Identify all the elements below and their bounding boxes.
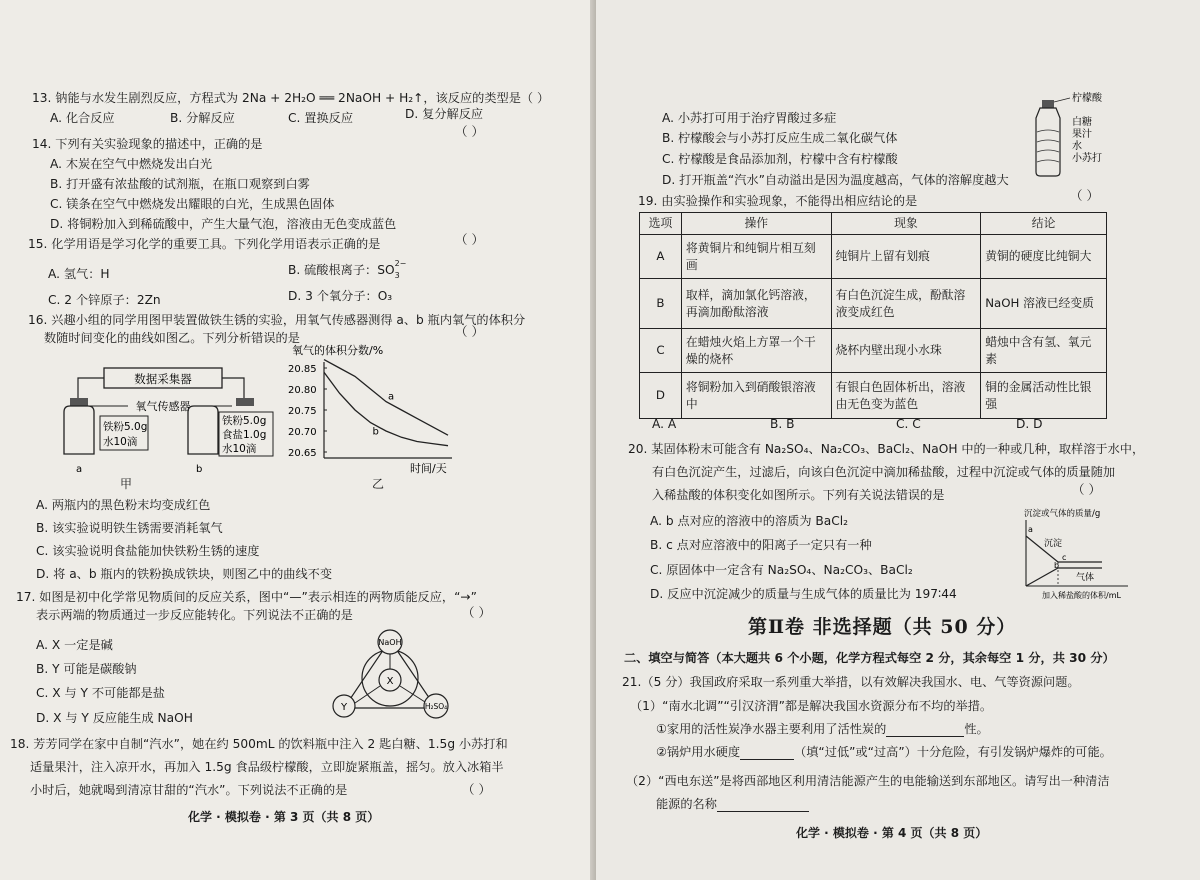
chart-y-ticks [288, 364, 327, 459]
node-y-label: Y [340, 702, 348, 713]
table-header: 结论 [981, 213, 1107, 235]
q20-line3: 入稀盐酸的体积变化如图所示。下列有关说法错误的是 [652, 488, 945, 502]
table-header-row [640, 213, 1107, 235]
q17-option-d: D. X 与 Y 反应能生成 NaOH [36, 711, 193, 725]
q17-option-c: C. X 与 Y 不可能都是盐 [36, 686, 165, 700]
q20-chart-xlabel: 加入稀盐酸的体积/mL [1042, 591, 1121, 600]
q17-answer-paren: （ ） [462, 605, 491, 620]
table-cell-conclusion: 蜡烛中含有氢、氧元素 [981, 329, 1107, 373]
chart-series [324, 360, 448, 446]
table-header: 操作 [681, 213, 831, 235]
fig-jia-caption: 甲 [120, 477, 133, 491]
q21-part2-line1: （2）“西电东送”是将西部地区利用清洁能源产生的电能输送到东部地区。请写出一种清洁 [626, 774, 1110, 788]
q19-answer-paren: （ ） [1070, 188, 1099, 203]
q13-option-d: D. 复分解反应 [405, 107, 484, 121]
chart-y-tick-label: 20.70 [288, 427, 317, 438]
chart-xlabel: 时间/天 [410, 462, 447, 475]
chart-series-label: a [388, 391, 395, 403]
bottle-label-soda: 小苏打 [1072, 153, 1102, 164]
q20-label-precip: 沉淀 [1044, 539, 1063, 549]
bottle-a-cap [70, 398, 88, 406]
table-cell-phenomenon: 有白色沉淀生成，酚酞溶液变成红色 [831, 279, 981, 329]
chart-ylabel: 氧气的体积分数/% [292, 344, 384, 357]
table-cell-conclusion: NaOH 溶液已经变质 [981, 279, 1107, 329]
table-cell-operation: 在蜡烛火焰上方罩一个干燥的烧杯 [681, 329, 831, 373]
q13-stem: 13. 钠能与水发生剧烈反应，方程式为 2Na + 2H₂O ══ 2NaOH + H₂↑，该反应的类型是（ ） [32, 91, 550, 105]
q18-option-c: C. 柠檬酸是食品添加剂，柠檬中含有柠檬酸 [662, 152, 898, 166]
collector-label: 数据采集器 [134, 372, 192, 386]
q20-point-a: a [1028, 525, 1033, 534]
bottle-b-label: b [196, 464, 203, 475]
q19-stem: 19. 由实验操作和实验现象，不能得出相应结论的是 [638, 194, 918, 208]
bottle-body [1036, 108, 1060, 176]
q20-option-b: B. c 点对应溶液中的阳离子一定只有一种 [650, 538, 872, 552]
wire-right [222, 378, 244, 400]
chart-y-tick-label: 20.85 [288, 364, 317, 375]
q21-part2-line2: 能源的名称 [656, 796, 809, 812]
q18-bottle-figure [1026, 92, 1118, 180]
q20-line1: 20. 某固体粉末可能含有 Na₂SO₄、Na₂CO₃、BaCl₂、NaOH 中的一种或几种，取样溶于水中， [628, 442, 1145, 456]
q18-option-d: D. 打开瓶盖“汽水”自动溢出是因为温度越高，气体的溶解度越大 [662, 173, 1009, 187]
node-h2so4-label: H₂SO₄ [424, 702, 448, 711]
chart-series-label: b [372, 426, 379, 438]
bottle-b-line2: 食盐1.0g [222, 429, 267, 441]
q17-stem-line2: 表示两端的物质通过一步反应能转化。下列说法不正确的是 [36, 608, 353, 622]
q20-chart [1016, 506, 1144, 604]
q17-stem-line1: 17. 如图是初中化学常见物质间的反应关系，图中“—”表示相连的两物质能反应，“→” [16, 590, 477, 604]
q16-option-a: A. 两瓶内的黑色粉末均变成红色 [36, 498, 211, 512]
table-cell-operation: 将铜粉加入到硝酸银溶液中 [681, 373, 831, 419]
chart-series-line-b [324, 372, 448, 446]
q14-answer-paren: （ ） [455, 124, 484, 139]
q15-b-subscript: 3 [394, 271, 400, 280]
bottle-label-sugar: 白糖 [1072, 117, 1092, 128]
chart-y-tick-label: 20.80 [288, 385, 317, 396]
q13-option-c: C. 置换反应 [288, 111, 354, 125]
leader-lemon [1054, 98, 1070, 102]
q21-heading: 21.（5 分）我国政府采取一系列重大举措，以有效解决我国水、电、气等资源问题。 [622, 675, 1080, 689]
table-cell-conclusion: 黄铜的硬度比纯铜大 [981, 235, 1107, 279]
bottle-b-cap [236, 398, 254, 406]
q14-option-a: A. 木炭在空气中燃烧发出白光 [50, 157, 213, 171]
q21-part1: （1）“南水北调”“引汉济渭”都是解决我国水资源分布不均的举措。 [630, 699, 993, 713]
q14-option-c: C. 镁条在空气中燃烧发出耀眼的白光，生成黑色固体 [50, 197, 335, 211]
answer-blank[interactable] [717, 811, 809, 812]
q14-option-d: D. 将铜粉加入到稀硫酸中，产生大量气泡，溶液由无色变成蓝色 [50, 217, 397, 231]
q15-b-superscript: 2− [394, 259, 407, 268]
node-x-label: X [386, 676, 394, 687]
q13-option-a: A. 化合反应 [50, 111, 115, 125]
table-header: 现象 [831, 213, 981, 235]
edge-x-h2so4 [400, 686, 425, 702]
bottle-b-line3: 水10滴 [222, 443, 257, 455]
section-2-title: 第Ⅱ卷 非选择题（共 50 分） [748, 616, 1017, 638]
q13-option-b: B. 分解反应 [170, 111, 235, 125]
table-header: 选项 [640, 213, 682, 235]
table-cell-option: C [640, 329, 682, 373]
q18-option-b: B. 柠檬酸会与小苏打反应生成二氧化碳气体 [662, 131, 898, 145]
q16-chart-yi [286, 340, 466, 476]
q19-option-c: C. C [896, 417, 921, 431]
q19-option-d: D. D [1016, 417, 1043, 431]
q18-option-a: A. 小苏打可用于治疗胃酸过多症 [662, 111, 837, 125]
table-row [640, 329, 1107, 373]
answer-blank[interactable] [886, 736, 964, 737]
table-cell-phenomenon: 烧杯内壁出现小水珠 [831, 329, 981, 373]
table-cell-operation: 将黄铜片和纯铜片相互刻画 [681, 235, 831, 279]
q15-answer-paren: （ ） [455, 232, 484, 247]
q16-option-c: C. 该实验说明食盐能加快铁粉生锈的速度 [36, 544, 260, 558]
bottle-cap [1042, 100, 1054, 108]
q20-point-c: c [1062, 553, 1067, 562]
q18-answer-paren: （ ） [462, 782, 491, 797]
bottle-label-citric: 柠檬酸 [1072, 93, 1102, 104]
table-cell-phenomenon: 纯铜片上留有划痕 [831, 235, 981, 279]
q20-answer-paren: （ ） [1072, 482, 1101, 497]
table-cell-option: B [640, 279, 682, 329]
node-naoh-label: NaOH [378, 638, 402, 647]
q15-option-d: D. 3 个氧分子：O₃ [288, 289, 393, 303]
q16-option-b: B. 该实验说明铁生锈需要消耗氧气 [36, 521, 223, 535]
page-3 [0, 0, 596, 880]
q20-line2: 有白色沉淀产生，过滤后，向该白色沉淀中滴加稀盐酸，过程中沉淀或气体的质量随加 [652, 465, 1116, 479]
bottle-b-line1: 铁粉5.0g [222, 415, 267, 427]
bottle-a-label: a [76, 464, 83, 475]
bottle-liquid [1037, 130, 1059, 162]
q15-option-c: C. 2 个锌原子：2Zn [48, 293, 161, 307]
wire-left [78, 378, 104, 400]
table-cell-option: A [640, 235, 682, 279]
answer-blank[interactable] [740, 759, 794, 760]
chart-y-tick-label: 20.65 [288, 448, 317, 459]
table-row [640, 235, 1107, 279]
page-4-footer: 化学 · 模拟卷 · 第 4 页（共 8 页） [796, 826, 988, 840]
q21-part1b: ②锅炉用水硬度 （填“过低”或“过高”）十分危险，有引发锅炉爆炸的可能。 [656, 745, 1112, 759]
q16-stem-line2: 数随时间变化的曲线如图乙。下列分析错误的是 [44, 331, 300, 345]
q16-figure-jia [56, 360, 282, 490]
q17-relation-diagram [328, 628, 458, 720]
q16-option-d: D. 将 a、b 瓶内的铁粉换成铁块，则图乙中的曲线不变 [36, 567, 333, 581]
q15-option-a: A. 氢气：H [48, 267, 110, 281]
table-cell-conclusion: 铜的金属活动性比银强 [981, 373, 1107, 419]
bottle-a-line1: 铁粉5.0g [103, 421, 148, 433]
q14-stem: 14. 下列有关实验现象的描述中，正确的是 [32, 137, 263, 151]
table-cell-option: D [640, 373, 682, 419]
q19-table [639, 212, 1107, 419]
q18-line1: 18. 芳芳同学在家中自制“汽水”，她在约 500mL 的饮料瓶中注入 2 匙白糖、1.5g 小苏打和 [10, 737, 508, 751]
chart-y-tick-label: 20.75 [288, 406, 317, 417]
q17-option-b: B. Y 可能是碳酸钠 [36, 662, 137, 676]
fig-yi-caption: 乙 [372, 477, 385, 491]
q15-option-b: B. 硫酸根离子：SO 2− 3 [288, 262, 409, 278]
table-cell-phenomenon: 有银白色固体析出，溶液由无色变为蓝色 [831, 373, 981, 419]
table-row [640, 373, 1107, 419]
page-3-footer: 化学 · 模拟卷 · 第 3 页（共 8 页） [188, 810, 380, 824]
q18-line3: 小时后，她就喝到清凉甘甜的“汽水”。下列说法不正确的是 [30, 783, 348, 797]
q21-part1a: ①家用的活性炭净水器主要利用了活性炭的 性。 [656, 722, 989, 736]
q16-answer-paren: （ ） [455, 324, 484, 339]
sensor-label: 氧气传感器 [135, 400, 191, 413]
q19-option-b: B. B [770, 417, 795, 431]
q18-line2: 适量果汁，注入凉开水，再加入 1.5g 食品级柠檬酸，立即旋紧瓶盖，摇匀。放入冰箱半 [30, 760, 504, 774]
bottle-a-line2: 水10滴 [103, 436, 138, 448]
bottle-label-juice: 果汁 [1072, 129, 1092, 140]
q20-option-a: A. b 点对应的溶液中的溶质为 BaCl₂ [650, 514, 849, 528]
bottle-b [188, 406, 218, 454]
q17-option-a: A. X 一定是碱 [36, 638, 113, 652]
bottle-a [64, 406, 94, 454]
q15-stem: 15. 化学用语是学习化学的重要工具。下列化学用语表示正确的是 [28, 237, 381, 251]
table-row [640, 279, 1107, 329]
table-cell-operation: 取样，滴加氯化钙溶液，再滴加酚酞溶液 [681, 279, 831, 329]
q20-option-c: C. 原固体中一定含有 Na₂SO₄、Na₂CO₃、BaCl₂ [650, 563, 913, 577]
q19-option-a: A. A [652, 417, 677, 431]
bottle-label-water: 水 [1072, 141, 1082, 152]
part-2-heading: 二、填空与简答（本大题共 6 个小题，化学方程式每空 2 分，其余每空 1 分，共 30 分） [624, 651, 1115, 665]
q20-label-gas: 气体 [1076, 573, 1095, 583]
q14-option-b: B. 打开盛有浓盐酸的试剂瓶，在瓶口观察到白雾 [50, 177, 310, 191]
q20-chart-ylabel: 沉淀或气体的质量/g [1024, 509, 1101, 519]
q16-stem-line1: 16. 兴趣小组的同学用图甲装置做铁生锈的实验，用氧气传感器测得 a、b 瓶内氧气的体积分 [28, 313, 526, 327]
q20-option-d: D. 反应中沉淀减少的质量与生成气体的质量比为 197∶44 [650, 587, 957, 601]
q20-point-b: b [1054, 561, 1060, 570]
edge-y-x [355, 686, 380, 703]
